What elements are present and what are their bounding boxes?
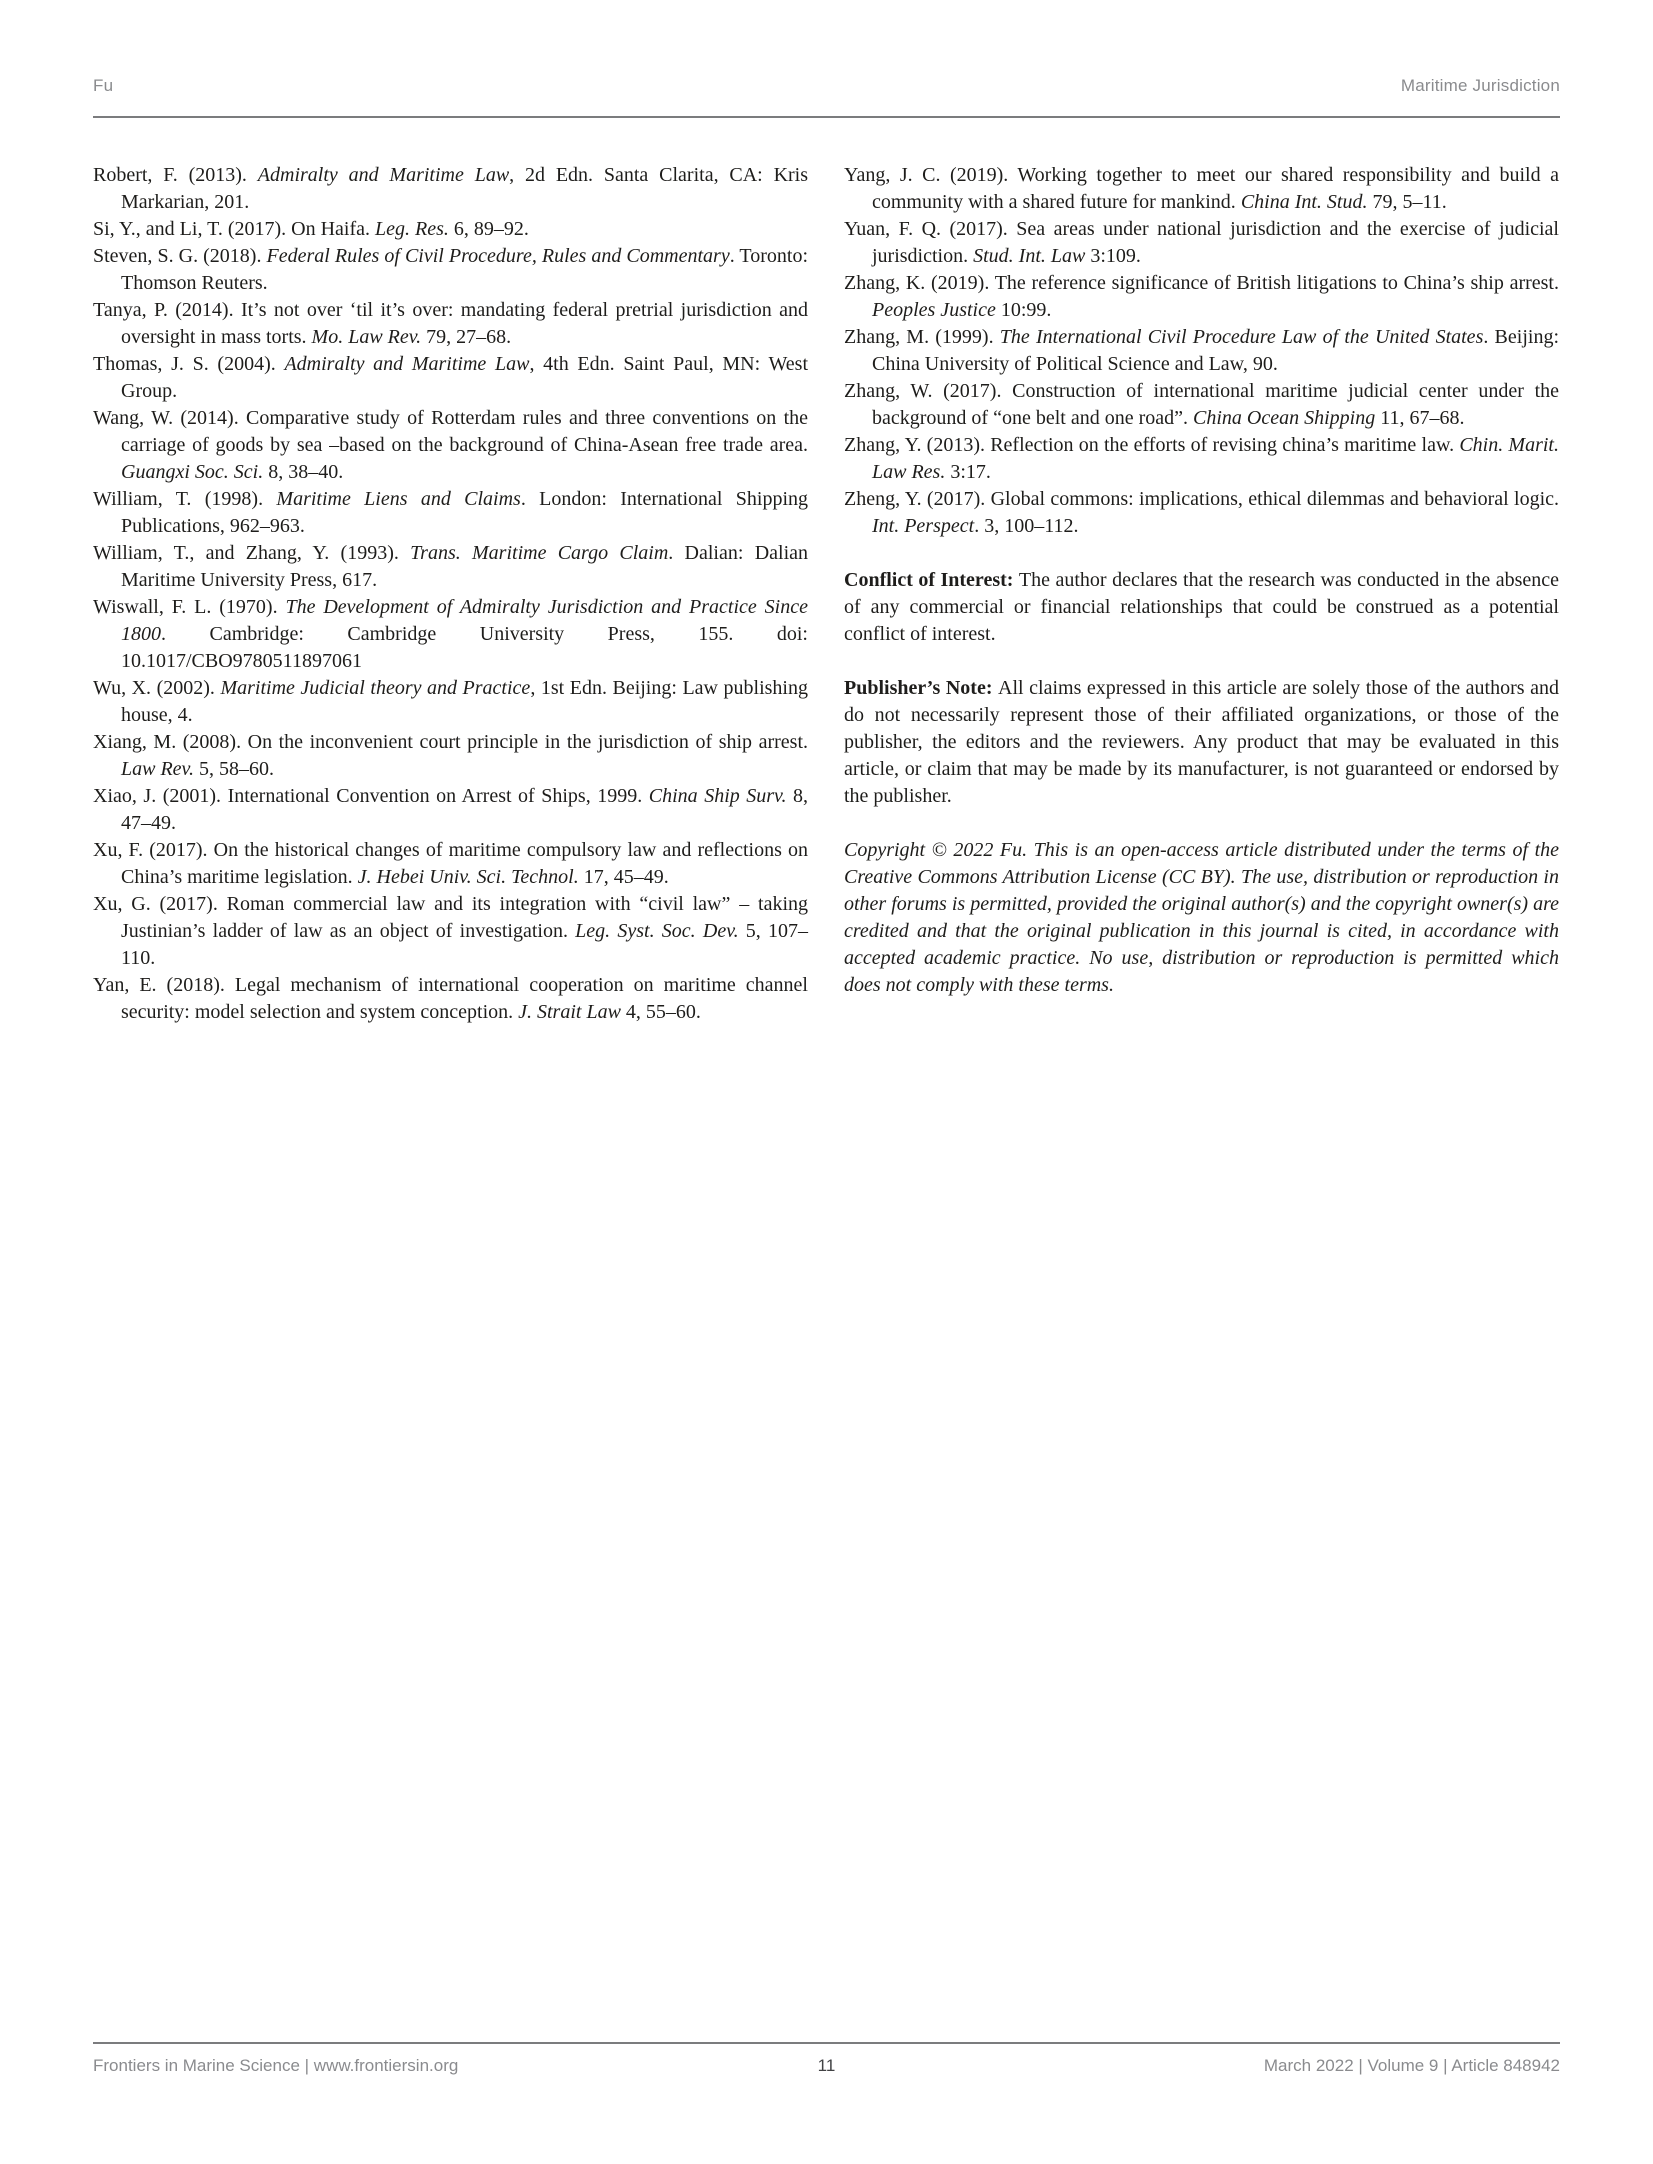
plain-text: 8, 38–40. xyxy=(263,461,344,483)
plain-text: William, T. (1998). xyxy=(93,488,277,510)
italic-text: Maritime Liens and Claims xyxy=(276,488,521,510)
references-column-left xyxy=(93,162,808,1026)
running-head-title: Maritime Jurisdiction xyxy=(1400,76,1560,95)
italic-text: J. Hebei Univ. Sci. Technol. xyxy=(357,866,579,888)
plain-text: 79, 27–68. xyxy=(421,326,512,348)
plain-text: 6, 89–92. xyxy=(448,218,529,240)
plain-text: Steven, S. G. (2018). xyxy=(93,245,267,267)
note-paragraph xyxy=(844,675,1559,810)
plain-text: Wu, X. (2002). xyxy=(93,677,221,699)
plain-text: Robert, F. (2013). xyxy=(93,164,258,186)
reference-entry xyxy=(844,378,1559,432)
italic-text: Mo. Law Rev. xyxy=(311,326,422,348)
plain-text: 3:109. xyxy=(1085,245,1141,267)
italic-text: Trans. Maritime Cargo Claim xyxy=(410,542,669,564)
plain-text: Yuan, F. Q. (2017). Sea areas under national jurisdiction and the exercise of judicial jurisdiction. xyxy=(844,218,1559,267)
page-header xyxy=(93,76,1560,96)
plain-text: Xiao, J. (2001). International Convention on Arrest of Ships, 1999. xyxy=(93,785,649,807)
back-matter-notes xyxy=(844,567,1559,810)
plain-text: 3:17. xyxy=(945,461,991,483)
plain-text: Yan, E. (2018). Legal mechanism of international cooperation on maritime channel security: model selection and system conception. xyxy=(93,974,808,1023)
plain-text: 79, 5–11. xyxy=(1367,191,1447,213)
italic-text: Guangxi Soc. Sci. xyxy=(121,461,264,483)
footer-page-number: 11 xyxy=(817,2056,836,2075)
plain-text: . Dalian: Dalian Maritime University Press, 617. xyxy=(121,542,809,591)
italic-text: China Int. Stud. xyxy=(1240,191,1368,213)
reference-entry xyxy=(93,297,808,351)
reference-entry xyxy=(844,162,1559,216)
reference-entry xyxy=(93,891,808,972)
reference-entry xyxy=(93,594,808,675)
italic-text: Maritime Judicial theory and Practice xyxy=(220,677,531,699)
plain-text: 8, 47–49. xyxy=(121,785,808,834)
plain-text: . Beijing: China University of Political Science and Law, 90. xyxy=(872,326,1559,375)
reference-entry xyxy=(844,216,1559,270)
reference-entry xyxy=(93,405,808,486)
running-head-author: Fu xyxy=(93,76,114,95)
header-rule xyxy=(93,116,1560,118)
plain-text: 5, 58–60. xyxy=(193,758,274,780)
page-footer xyxy=(93,2056,1560,2080)
reference-entry xyxy=(844,486,1559,540)
plain-text: Yang, J. C. (2019). Working together to meet our shared responsibility and build a community with a shared future for mankind. xyxy=(844,164,1559,213)
italic-text: Chin. Marit. Law Res. xyxy=(872,434,1559,483)
plain-text: Zheng, Y. (2017). Global commons: implications, ethical dilemmas and behavioral logic. xyxy=(844,488,1559,510)
footer-journal: Frontiers in Marine Science | www.frontiersin.org xyxy=(93,2056,459,2075)
reference-entry xyxy=(93,783,808,837)
italic-text: Leg. Res. xyxy=(375,218,449,240)
reference-entry xyxy=(844,270,1559,324)
plain-text: Wang, W. (2014). Comparative study of Rotterdam rules and three conventions on the carriage of goods by sea –based on the background of China-Asean free trade area. xyxy=(93,407,808,456)
plain-text: Zhang, K. (2019). The reference significance of British litigations to China’s ship arrest. xyxy=(844,272,1559,294)
italic-text: The Development of Admiralty Jurisdiction and Practice Since 1800 xyxy=(121,596,808,645)
italic-text: J. Strait Law xyxy=(518,1001,621,1023)
reference-entry xyxy=(844,432,1559,486)
plain-text: Xu, G. (2017). Roman commercial law and its integration with “civil law” – taking Justinian’s ladder of law as an object of investigation. xyxy=(93,893,808,942)
plain-text: Xiang, M. (2008). On the inconvenient court principle in the jurisdiction of ship arrest. xyxy=(93,731,808,753)
plain-text: . Cambridge: Cambridge University Press, 155. doi: 10.1017/CBO9780511897061 xyxy=(121,623,808,672)
plain-text: . London: International Shipping Publications, 962–963. xyxy=(121,488,809,537)
footer-rule xyxy=(93,2042,1560,2044)
reference-entry xyxy=(93,675,808,729)
italic-text: China Ship Surv. xyxy=(648,785,787,807)
plain-text: The author declares that the research was conducted in the absence of any commercial or financial relationships that could be construed as a potential conflict of interest. xyxy=(844,569,1559,645)
plain-text: 11, 67–68. xyxy=(1375,407,1465,429)
plain-text: . Toronto: Thomson Reuters. xyxy=(121,245,808,294)
plain-text: William, T., and Zhang, Y. (1993). xyxy=(93,542,411,564)
reference-entry xyxy=(93,837,808,891)
reference-entry xyxy=(844,324,1559,378)
note-paragraph xyxy=(844,567,1559,648)
plain-text: 10:99. xyxy=(995,299,1052,321)
references-column-right xyxy=(844,162,1559,1026)
reference-entry xyxy=(93,162,808,216)
italic-text: Federal Rules of Civil Procedure, Rules and Commentary xyxy=(266,245,730,267)
plain-text: Zhang, W. (2017). Construction of international maritime judicial center under the background of “one belt and one road”. xyxy=(844,380,1559,429)
reference-entry xyxy=(93,351,808,405)
bold-text: Publisher’s Note: xyxy=(844,677,999,699)
plain-text: 4, 55–60. xyxy=(620,1001,701,1023)
italic-text: The International Civil Procedure Law of the United States xyxy=(999,326,1484,348)
italic-text: China Ocean Shipping xyxy=(1193,407,1376,429)
footer-issue: March 2022 | Volume 9 | Article 848942 xyxy=(1263,2056,1560,2075)
italic-text: Law Rev. xyxy=(121,758,194,780)
plain-text: , 1st Edn. Beijing: Law publishing house, 4. xyxy=(121,677,808,726)
plain-text: , 2d Edn. Santa Clarita, CA: Kris Markarian, 201. xyxy=(121,164,809,213)
plain-text: , 4th Edn. Saint Paul, MN: West Group. xyxy=(121,353,809,402)
reference-entry xyxy=(93,216,808,243)
italic-text: Stud. Int. Law xyxy=(973,245,1086,267)
italic-text: Admiralty and Maritime Law xyxy=(257,164,510,186)
bold-text: Conflict of Interest: xyxy=(844,569,1019,591)
reference-entry xyxy=(93,540,808,594)
plain-text: . 3, 100–112. xyxy=(974,515,1079,537)
plain-text: Zhang, M. (1999). xyxy=(844,326,1000,348)
italic-text: Admiralty and Maritime Law xyxy=(284,353,530,375)
plain-text: Si, Y., and Li, T. (2017). On Haifa. xyxy=(93,218,376,240)
italic-text: Peoples Justice xyxy=(872,299,996,321)
plain-text: Wiswall, F. L. (1970). xyxy=(93,596,286,618)
copyright-paragraph: Copyright © 2022 Fu. This is an open-access article distributed under the terms of the Creative Commons Attribution License (CC BY). The use, distribution or reproduction in other forums is permitted, provided the original author(s) and the copyright owner(s) are credited and that the original publication in this journal is cited, in accordance with accepted academic practice. No use, distribution or reproduction is permitted which does not comply with these terms. xyxy=(844,839,1559,996)
reference-entry xyxy=(93,972,808,1026)
plain-text: All claims expressed in this article are solely those of the authors and do not necessarily represent those of their affiliated organizations, or those of the publisher, the editors and the reviewers. Any product that may be evaluated in this article, or claim that may be made by its manufacturer, is not guaranteed or endorsed by the publisher. xyxy=(844,677,1559,807)
plain-text: Xu, F. (2017). On the historical changes of maritime compulsory law and reflections on China’s maritime legislation. xyxy=(93,839,808,888)
italic-text: Leg. Syst. Soc. Dev. xyxy=(575,920,739,942)
plain-text: 17, 45–49. xyxy=(578,866,669,888)
plain-text: Zhang, Y. (2013). Reflection on the efforts of revising china’s maritime law. xyxy=(844,434,1460,456)
reference-entry xyxy=(93,729,808,783)
reference-entry xyxy=(93,486,808,540)
reference-entry xyxy=(93,243,808,297)
plain-text: Thomas, J. S. (2004). xyxy=(93,353,285,375)
references-list-right xyxy=(844,162,1559,540)
references-section xyxy=(93,162,1560,1026)
italic-text: Int. Perspect xyxy=(872,515,975,537)
plain-text: 5, 107–110. xyxy=(121,920,808,969)
plain-text: Tanya, P. (2014). It’s not over ‘til it’s over: mandating federal pretrial jurisdiction and oversight in mass torts. xyxy=(93,299,808,348)
